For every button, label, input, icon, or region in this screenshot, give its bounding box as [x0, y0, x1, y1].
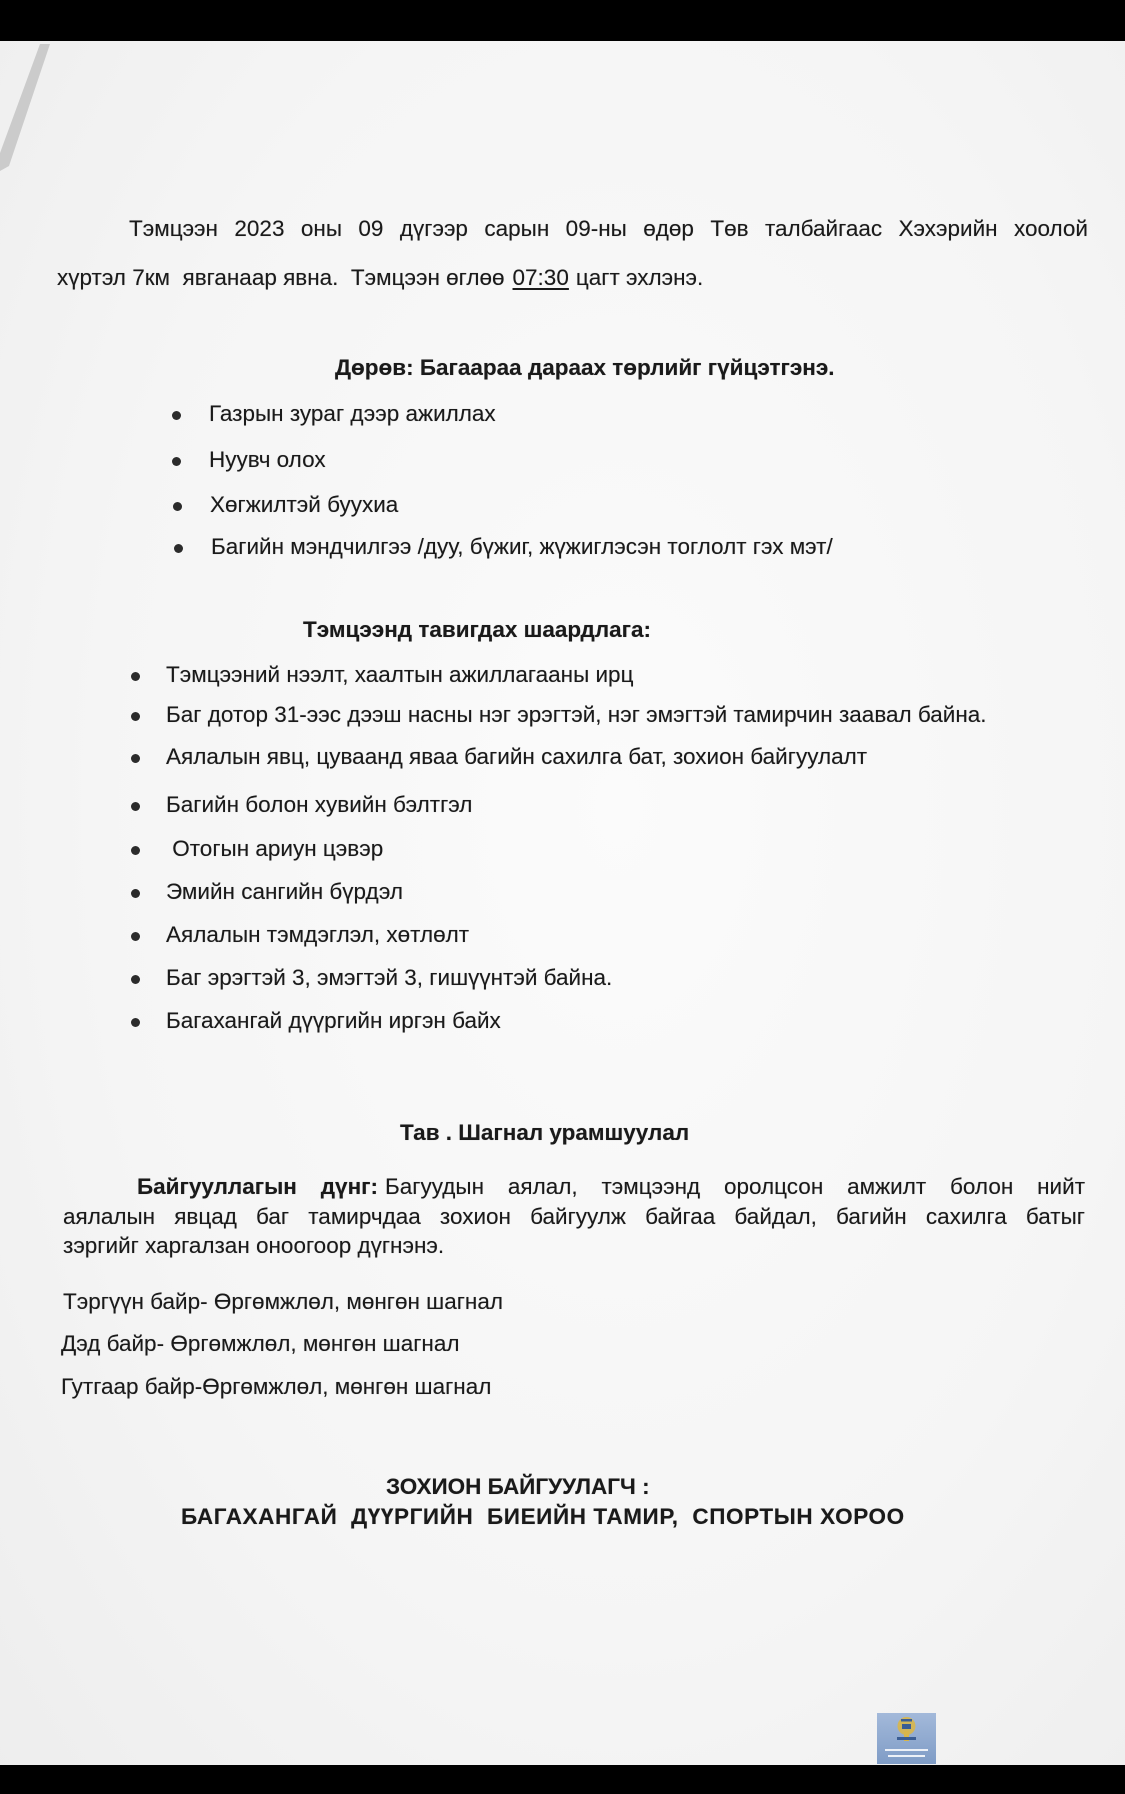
list-item-text: Баг эрэгтэй 3, эмэгтэй 3, гишүүнтэй байна. — [166, 965, 613, 990]
list-item — [131, 1007, 501, 1035]
prize-first-place: Тэргүүн байр- Өргөмжлөл, мөнгөн шагнал — [63, 1289, 504, 1314]
bullet-icon — [131, 975, 140, 984]
list-item — [131, 835, 383, 863]
list-item — [131, 701, 987, 729]
bullet-icon — [131, 754, 140, 763]
intro-line-2-start: хүртэл 7км явганаар явна. Тэмцээн өглөө — [57, 265, 505, 290]
evaluation-label: Байгууллагын дүнг: — [137, 1174, 379, 1199]
list-item-text: Багахангай дүүргийн иргэн байх — [166, 1008, 501, 1033]
intro-line-2 — [57, 264, 703, 292]
section-4-heading: Дөрөв: Багаараа дараах төрлийг гүйцэтгэнэ. — [335, 355, 835, 380]
list-item-text: Аялалын явц, цуваанд яваа багийн сахилга бат, зохион байгуулалт — [166, 744, 868, 769]
list-item — [131, 743, 867, 771]
evaluation-line-2: аялалын явцад баг тамирчдаа зохион байгуулж байгаа байдал, багийн сахилга батыг — [63, 1204, 1085, 1229]
bullet-icon — [131, 932, 140, 941]
evaluation-line-1 — [137, 1173, 1085, 1201]
prize-second-place: Дэд байр- Өргөмжлөл, мөнгөн шагнал — [61, 1331, 460, 1356]
list-item — [131, 878, 403, 906]
bullet-icon — [131, 846, 140, 855]
evaluation-line-3: зэргийг харгалзан оноогоор дүгнэнэ. — [63, 1233, 445, 1258]
organizer-name: БАГАХАНГАЙ ДҮҮРГИЙН БИЕИЙН ТАМИР, СПОРТЫН ХОРОО — [181, 1504, 905, 1529]
section-5-heading: Тав . Шагнал урамшуулал — [400, 1120, 690, 1145]
list-item — [131, 791, 472, 819]
list-item-text: Эмийн сангийн бүрдэл — [166, 879, 404, 904]
list-item-text: Аялалын тэмдэглэл, хөтлөлт — [166, 922, 470, 947]
requirements-heading: Тэмцээнд тавигдах шаардлага: — [303, 617, 652, 642]
bullet-icon — [172, 457, 181, 466]
list-item-text: Багийн болон хувийн бэлтгэл — [166, 792, 473, 817]
bullet-icon — [131, 672, 140, 681]
bullet-icon — [131, 889, 140, 898]
top-black-bar — [0, 0, 1125, 41]
evaluation-text: Багуудын аялал, тэмцээнд оролцсон амжилт болон нийт — [385, 1174, 1085, 1199]
scan-edge-shadow — [0, 41, 60, 181]
bullet-icon — [174, 544, 183, 553]
bullet-icon — [172, 411, 181, 420]
list-item — [174, 533, 833, 561]
bullet-icon — [131, 1018, 140, 1027]
list-item-text: Газрын зураг дээр ажиллах — [209, 401, 496, 426]
list-item-text: Тэмцээний нээлт, хаалтын ажиллагааны ирц — [166, 662, 634, 687]
list-item — [172, 400, 496, 428]
list-item — [131, 921, 469, 949]
list-item-text: Хөгжилтэй буухиа — [210, 492, 399, 517]
organizer-label: ЗОХИОН БАЙГУУЛАГЧ : — [386, 1474, 650, 1499]
intro-line-2-end: цагт эхлэнэ. — [575, 265, 704, 290]
list-item-text: Отогын ариун цэвэр — [166, 836, 384, 861]
list-item-text: Баг дотор 31-ээс дээш насны нэг эрэгтэй, нэг эмэгтэй тамирчин заавал байна. — [166, 702, 987, 727]
prize-third-place: Гутгаар байр-Өргөмжлөл, мөнгөн шагнал — [61, 1374, 492, 1399]
bottom-black-bar — [0, 1765, 1125, 1794]
list-item — [131, 661, 633, 689]
start-time: 07:30 — [512, 265, 569, 290]
list-item — [131, 964, 612, 992]
list-item-text: Нуувч олох — [209, 447, 326, 472]
bullet-icon — [131, 802, 140, 811]
list-item — [172, 446, 326, 474]
bullet-icon — [173, 502, 182, 511]
intro-line-1: Тэмцээн 2023 оны 09 дүгээр сарын 09-ны өдөр Төв талбайгаас Хэхэрийн хоолой — [129, 216, 1088, 241]
state-emblem-icon — [877, 1713, 936, 1764]
list-item-text: Багийн мэндчилгээ /дуу, бүжиг, жүжиглэсэн тоглолт гэх мэт/ — [211, 534, 833, 559]
list-item — [173, 491, 398, 519]
bullet-icon — [131, 712, 140, 721]
